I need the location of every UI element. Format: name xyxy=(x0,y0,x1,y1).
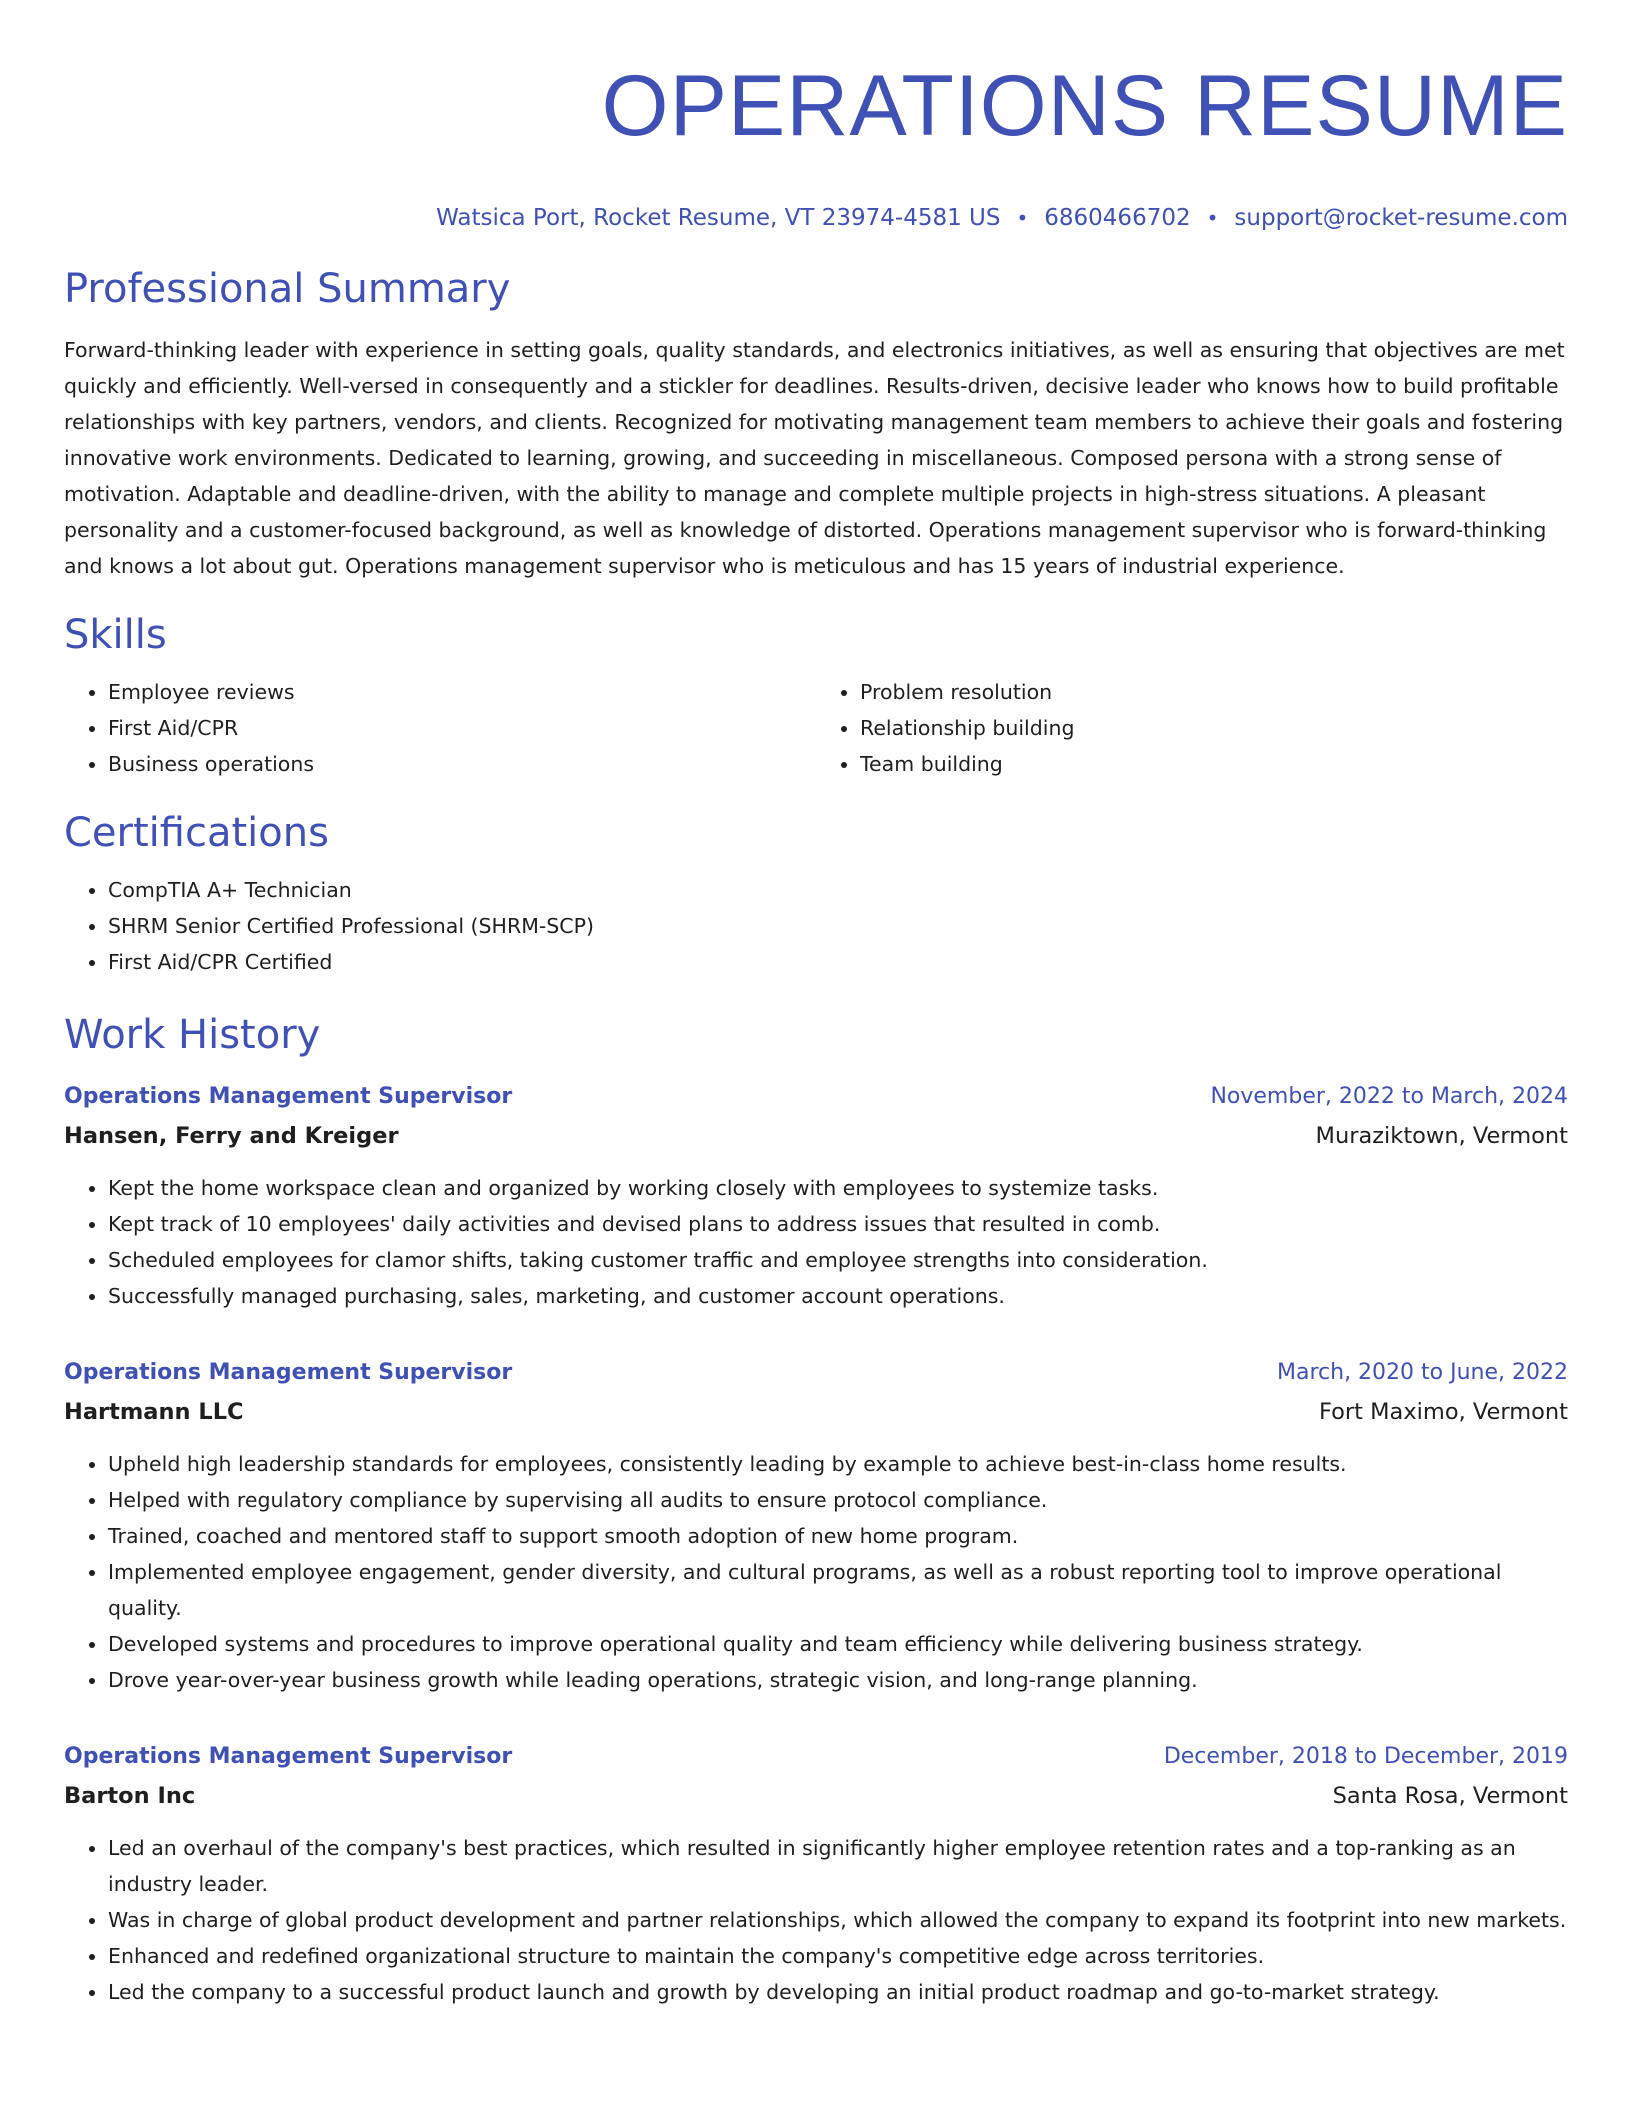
contact-address: Watsica Port, Rocket Resume, VT 23974-4581 US xyxy=(436,205,1001,231)
job-company-row xyxy=(64,1388,1568,1428)
work-history-heading: Work History xyxy=(64,1012,321,1058)
job-company: Hartmann LLC xyxy=(64,1399,244,1425)
resume-title: OPERATIONS RESUME xyxy=(601,58,1568,154)
job-dates: March, 2020 to June, 2022 xyxy=(1277,1360,1568,1385)
job-bullets xyxy=(64,1446,1568,1698)
job-bullet: • Kept the home workspace clean and organized by working closely with employees to systemize tasks. xyxy=(108,1170,1568,1206)
resume-header xyxy=(64,56,1568,234)
job-title: Operations Management Supervisor xyxy=(64,1360,513,1385)
job-dates: December, 2018 to December, 2019 xyxy=(1163,1744,1568,1769)
job-bullet: • Drove year-over-year business growth while leading operations, strategic vision, and long-range planning. xyxy=(108,1662,1568,1698)
job-bullet: • Kept track of 10 employees' daily activities and devised plans to address issues that resulted in comb. xyxy=(108,1206,1568,1242)
job-entry xyxy=(64,1082,1568,1314)
job-location: Fort Maximo, Vermont xyxy=(1319,1399,1568,1425)
skills-column-right xyxy=(816,674,1568,782)
job-bullet: • Successfully managed purchasing, sales, marketing, and customer account operations. xyxy=(108,1278,1568,1314)
contact-separator: • xyxy=(1016,206,1029,230)
job-company-row xyxy=(64,1112,1568,1152)
job-bullet: • Was in charge of global product development and partner relationships, which allowed the company to expand its footprint into new markets. xyxy=(108,1902,1568,1938)
contact-email[interactable]: support@rocket-resume.com xyxy=(1234,205,1568,231)
job-bullet: • Led an overhaul of the company's best practices, which resulted in significantly higher employee retention rates and a top-ranking as an industry leader. xyxy=(108,1830,1568,1902)
certification-item: • CompTIA A+ Technician xyxy=(108,872,1568,908)
job-entry xyxy=(64,1742,1568,2010)
job-header-row xyxy=(64,1082,1568,1112)
skills-column-left xyxy=(64,674,816,782)
contact-phone: 6860466702 xyxy=(1044,205,1191,231)
job-title: Operations Management Supervisor xyxy=(64,1744,513,1769)
job-company: Barton Inc xyxy=(64,1783,196,1809)
job-bullets xyxy=(64,1830,1568,2010)
job-bullet: • Scheduled employees for clamor shifts, taking customer traffic and employee strengths into consideration. xyxy=(108,1242,1568,1278)
summary-text: Forward-thinking leader with experience in setting goals, quality standards, and electronics initiatives, as well as ensuring that objectives are met quickly and efficiently. Well-versed in consequently and a stickler for deadlines. Results-driven, decisive leader who knows how to build profitable relationships with key partners, vendors, and clients. Recognized for motivating management team members to achieve their goals and fostering innovative work environments. Dedicated to learning, growing, and succeeding in miscellaneous. Composed persona with a strong sense of motivation. Adaptable and deadline-driven, with the ability to manage and complete multiple projects in high-stress situations. A pleasant personality and a customer-focused background, as well as knowledge of distorted. Operations management supervisor who is forward-thinking and knows a lot about gut. Operations management supervisor who is meticulous and has 15 years of industrial experience. xyxy=(64,338,1565,578)
skills-list xyxy=(64,674,1568,782)
certifications-heading: Certifications xyxy=(64,810,329,856)
job-bullet: • Developed systems and procedures to improve operational quality and team efficiency while delivering business strategy. xyxy=(108,1626,1568,1662)
job-company-row xyxy=(64,1772,1568,1812)
skill-item: • Team building xyxy=(860,746,1568,782)
skill-item: • Business operations xyxy=(108,746,816,782)
job-location: Muraziktown, Vermont xyxy=(1315,1123,1568,1149)
skills-heading: Skills xyxy=(64,612,167,658)
job-bullet: • Upheld high leadership standards for employees, consistently leading by example to achieve best-in-class home results. xyxy=(108,1446,1568,1482)
skill-item: • Relationship building xyxy=(860,710,1568,746)
job-header-row xyxy=(64,1358,1568,1388)
job-bullet: • Enhanced and redefined organizational structure to maintain the company's competitive edge across territories. xyxy=(108,1938,1568,1974)
summary-heading: Professional Summary xyxy=(64,266,511,312)
job-location: Santa Rosa, Vermont xyxy=(1332,1783,1568,1809)
job-title: Operations Management Supervisor xyxy=(64,1084,513,1109)
contact-line xyxy=(64,202,1568,234)
skill-item: • First Aid/CPR xyxy=(108,710,816,746)
job-bullet: • Implemented employee engagement, gender diversity, and cultural programs, as well as a robust reporting tool to improve operational quality. xyxy=(108,1554,1568,1626)
job-bullet: • Led the company to a successful product launch and growth by developing an initial product roadmap and go-to-market strategy. xyxy=(108,1974,1568,2010)
job-company: Hansen, Ferry and Kreiger xyxy=(64,1123,399,1149)
certification-item: • SHRM Senior Certified Professional (SHRM-SCP) xyxy=(108,908,1568,944)
certification-item: • First Aid/CPR Certified xyxy=(108,944,1568,980)
job-bullet: • Trained, coached and mentored staff to support smooth adoption of new home program. xyxy=(108,1518,1568,1554)
certifications-list xyxy=(64,872,1568,980)
skill-item: • Employee reviews xyxy=(108,674,816,710)
skill-item: • Problem resolution xyxy=(860,674,1568,710)
job-entry xyxy=(64,1358,1568,1698)
contact-separator: • xyxy=(1206,206,1219,230)
job-dates: November, 2022 to March, 2024 xyxy=(1210,1084,1568,1109)
job-bullets xyxy=(64,1170,1568,1314)
job-bullet: • Helped with regulatory compliance by supervising all audits to ensure protocol compliance. xyxy=(108,1482,1568,1518)
job-header-row xyxy=(64,1742,1568,1772)
